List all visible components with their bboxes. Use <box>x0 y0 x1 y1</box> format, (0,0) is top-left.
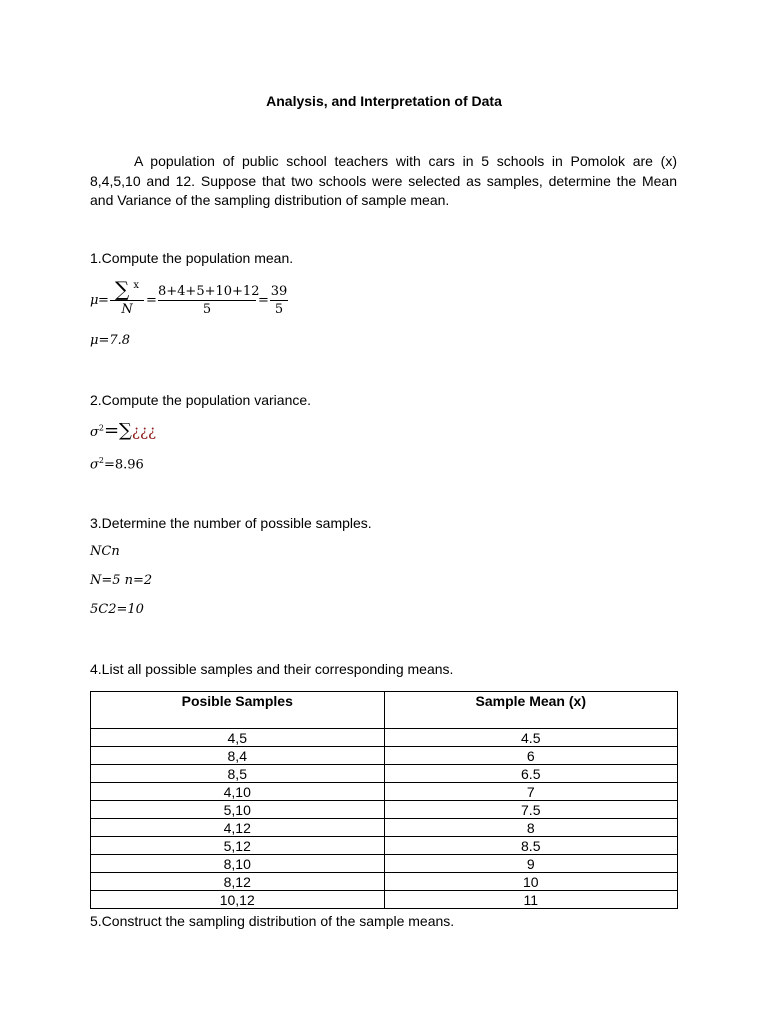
sample-cell: 8,5 <box>91 765 385 783</box>
mean-cell: 9 <box>384 855 678 873</box>
table-row <box>91 801 678 819</box>
equals-sum-symbol: =∑ <box>103 420 132 441</box>
fraction-denominator-5b: 5 <box>274 302 284 317</box>
ncn-text: NCn <box>90 544 120 559</box>
sample-cell: 5,10 <box>91 801 385 819</box>
table-row <box>91 729 678 747</box>
section-5-heading: 5.Construct the sampling distribution of the sample means. <box>90 913 455 929</box>
equals-sign-2: = <box>146 293 157 308</box>
mu-symbol: μ <box>90 293 99 308</box>
fraction-39-over-5 <box>270 284 288 317</box>
table-row <box>91 873 678 891</box>
sum-variable: x <box>133 280 140 291</box>
squared-superscript: 2 <box>98 423 104 433</box>
mean-cell: 7 <box>384 783 678 801</box>
column-header-mean: Sample Mean (x) <box>384 692 678 729</box>
equals-sign: = <box>98 293 109 308</box>
sample-cell: 4,5 <box>91 729 385 747</box>
table-row <box>91 837 678 855</box>
mean-cell: 6.5 <box>384 765 678 783</box>
population-variance-formula <box>90 421 156 441</box>
table-row <box>91 747 678 765</box>
mean-cell: 10 <box>384 873 678 891</box>
table-row <box>91 765 678 783</box>
equals-sign-3: = <box>258 293 269 308</box>
population-variance-result <box>90 456 144 472</box>
population-mean-formula <box>90 279 330 323</box>
sample-cell: 8,10 <box>91 855 385 873</box>
samples-table <box>90 691 678 909</box>
intro-text: A population of public school teachers with cars in 5 schools in Pomolok are (x) 8,4,5,10 and 12. Suppose that two schools were selected as samples, determine the Mean and Variance of the sampling distribution of sample mean. <box>90 153 677 208</box>
sigma-lower-symbol: σ <box>90 425 99 440</box>
sample-cell: 5,12 <box>91 837 385 855</box>
sample-cell: 8,12 <box>91 873 385 891</box>
mean-cell: 7.5 <box>384 801 678 819</box>
table-row <box>91 891 678 909</box>
mean-cell: 11 <box>384 891 678 909</box>
table-header-row <box>91 692 678 729</box>
mean-cell: 8.5 <box>384 837 678 855</box>
sample-cell: 4,12 <box>91 819 385 837</box>
mean-cell: 8 <box>384 819 678 837</box>
fraction-denominator-n: N <box>121 302 133 317</box>
n-values-text: N=5 n=2 <box>90 573 153 588</box>
fraction-denominator-5: 5 <box>202 302 212 317</box>
mean-cell: 4.5 <box>384 729 678 747</box>
sample-cell: 10,12 <box>91 891 385 909</box>
fraction-numerator-values: 8+4+5+10+12 <box>158 284 260 299</box>
table-row <box>91 855 678 873</box>
combination-result-text: 5C2=10 <box>90 602 144 617</box>
page-title: Analysis, and Interpretation of Data <box>266 93 502 109</box>
combination-result <box>90 602 144 617</box>
table-row <box>91 819 678 837</box>
sigma-symbol: ∑ <box>114 277 130 301</box>
sample-cell: 8,4 <box>91 747 385 765</box>
table-row <box>91 783 678 801</box>
sample-cell: 4,10 <box>91 783 385 801</box>
population-sample-size <box>90 573 152 588</box>
garbled-expression: ¿¿¿ <box>131 422 157 440</box>
sigma-lower-symbol-2: σ <box>90 457 99 473</box>
fraction-sum-x-over-n <box>110 279 144 317</box>
section-2-heading: 2.Compute the population variance. <box>90 392 312 408</box>
fraction-numerator-39: 39 <box>270 284 288 299</box>
variance-result-value: =8.96 <box>103 457 144 473</box>
column-header-samples: Posible Samples <box>91 692 385 729</box>
mean-result-text: μ=7.8 <box>90 333 131 348</box>
fraction-sum-values <box>158 284 260 317</box>
intro-paragraph <box>90 152 677 211</box>
population-mean-result <box>90 333 130 348</box>
mean-cell: 6 <box>384 747 678 765</box>
section-4-heading: 4.List all possible samples and their corresponding means. <box>90 661 454 677</box>
combination-notation <box>90 544 120 559</box>
section-1-heading: 1.Compute the population mean. <box>90 250 294 266</box>
squared-superscript-2: 2 <box>98 456 104 465</box>
section-3-heading: 3.Determine the number of possible samples. <box>90 515 372 531</box>
